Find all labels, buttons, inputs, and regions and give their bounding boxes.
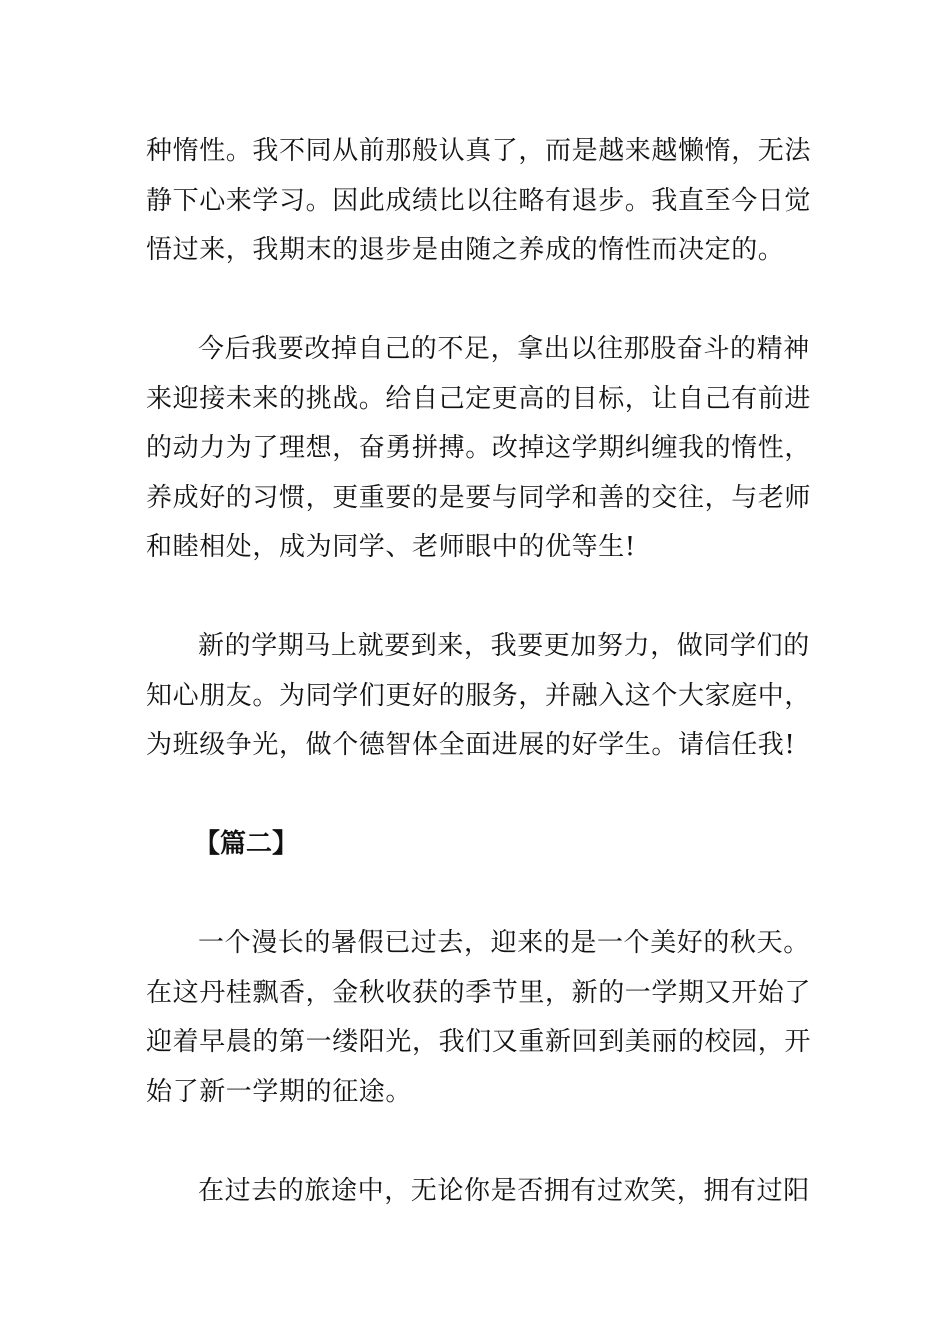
paragraph-gap	[146, 1117, 806, 1167]
text-line: 的动力为了理想，奋勇拼搏。改掉这学期纠缠我的惰性，	[146, 433, 812, 463]
text-line: 来迎接未来的挑战。给自己定更高的目标，让自己有前进	[146, 383, 812, 414]
paragraph-gap	[146, 870, 806, 920]
text-line: 迎着早晨的第一缕阳光，我们又重新回到美丽的校园，开	[146, 1027, 812, 1057]
text-line: 为班级争光，做个德智体全面进展的好学生。请信任我!	[146, 730, 796, 760]
text-line: 一个漫长的暑假已过去，迎来的是一个美好的秋天。	[198, 928, 810, 958]
text-line: 静下心来学习。因此成绩比以往略有退步。我直至今日觉	[146, 185, 812, 216]
paragraph-5	[146, 1167, 810, 1217]
paragraph-2	[146, 325, 812, 573]
paragraph-1	[146, 127, 812, 276]
text-line: 新的学期马上就要到来，我要更加努力，做同学们的	[198, 631, 810, 661]
text-line: 在这丹桂飘香，金秋收获的季节里，新的一学期又开始了	[146, 977, 812, 1008]
paragraph-gap	[146, 276, 806, 326]
text-line: 今后我要改掉自己的不足，拿出以往那股奋斗的精神	[198, 334, 810, 364]
paragraph-gap	[146, 573, 806, 623]
text-line: 悟过来，我期末的退步是由随之养成的惰性而决定的。	[146, 235, 785, 265]
paragraph-gap	[146, 771, 806, 821]
text-line: 知心朋友。为同学们更好的服务，并融入这个大家庭中，	[146, 680, 812, 711]
text-line: 在过去的旅途中，无论你是否拥有过欢笑，拥有过阳	[198, 1175, 810, 1206]
text-line: 和睦相处，成为同学、老师眼中的优等生!	[146, 532, 636, 562]
paragraph-4	[146, 919, 812, 1117]
text-line: 种惰性。我不同从前那般认真了，而是越来越懒惰，无法	[146, 136, 812, 166]
document-page	[146, 127, 812, 1216]
text-line: 始了新一学期的征途。	[146, 1076, 413, 1107]
text-line: 养成好的习惯，更重要的是要与同学和善的交往，与老师	[146, 482, 812, 513]
paragraph-3	[146, 622, 812, 771]
section-heading: 【篇二】	[194, 829, 299, 859]
